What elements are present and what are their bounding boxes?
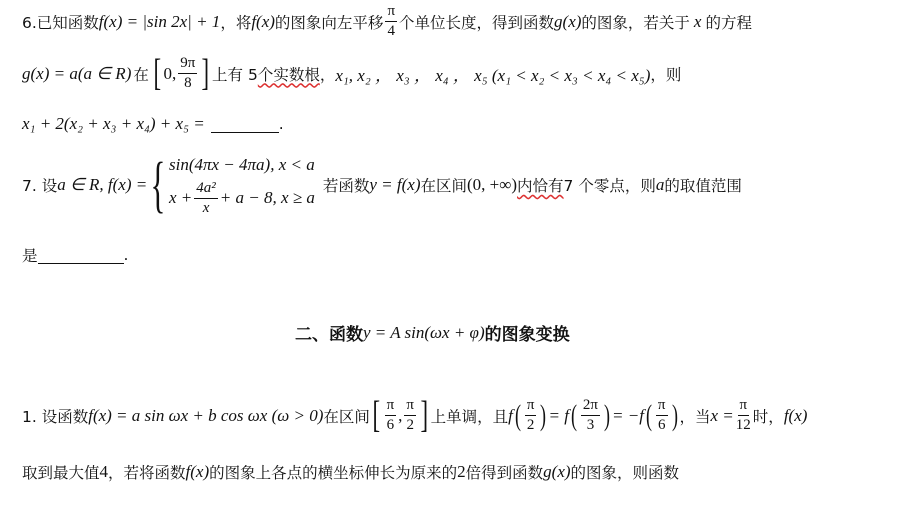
- p7-text-b: 若函数: [322, 177, 370, 195]
- fraction-numerator: π: [404, 398, 416, 416]
- paren-close: ): [540, 399, 547, 432]
- p1-function-f: f(x) = a sin ωx + b cos ωx (ω > 0): [88, 405, 324, 425]
- answer-blank: [38, 247, 124, 264]
- period: .: [278, 115, 284, 133]
- fraction-denominator: 6: [386, 417, 395, 433]
- section-heading-a: 二、函数: [295, 325, 363, 345]
- fraction-denominator: 2: [526, 417, 535, 433]
- p6-text-g: 的方程: [705, 13, 752, 32]
- p1-f-symbol: f: [508, 405, 513, 425]
- problem-7-line-2: [22, 244, 128, 266]
- left-brace: {: [150, 151, 166, 219]
- p6-shift-fraction: [385, 4, 397, 39]
- fraction-denominator: 12: [735, 417, 751, 433]
- paren-close: ): [604, 399, 610, 432]
- paren-close: ): [671, 399, 678, 432]
- p1-text-c: 上单调，且: [430, 407, 509, 426]
- interval-comma: ,: [398, 405, 403, 425]
- p1-x-eq: x =: [710, 405, 734, 425]
- p1-gx: g(x): [543, 462, 571, 481]
- p7-condition: a ∈ R, f(x) =: [57, 175, 148, 194]
- p1-text-a: 1. 设函数: [22, 407, 89, 426]
- p1-fx: f(x): [783, 405, 808, 425]
- paren-open: (: [645, 399, 652, 432]
- fraction-numerator: 9π: [178, 56, 197, 74]
- problem-1-line-1: [22, 394, 808, 437]
- interval-fraction-right: [404, 398, 416, 433]
- fraction-numerator: π: [385, 4, 397, 22]
- p7-wavy-text: 内恰有: [517, 177, 564, 195]
- p1-fx: f(x): [185, 462, 210, 481]
- p6-text-c: 的图象向左平移: [274, 13, 384, 32]
- p6-text-d: 个单位长度，得到函数: [399, 13, 555, 32]
- p7-text-c: 在区间: [420, 177, 467, 195]
- p6-expression: x₁ + 2(x₂ + x₃ + x₄) + x₅ =: [22, 114, 205, 133]
- section-formula: y = A sin(ωx + φ): [363, 322, 485, 342]
- piecewise-case-1: sin(4πx − 4πa), x < a: [169, 154, 315, 174]
- fraction-numerator: π: [738, 398, 750, 416]
- p6-gx: g(x): [554, 11, 582, 31]
- paren-open: (: [570, 399, 577, 432]
- fraction-denominator: 3: [586, 417, 595, 433]
- problem-1-line-2: [22, 461, 679, 483]
- fraction-denominator: 4: [387, 23, 395, 39]
- problem-6-line-2: [22, 52, 682, 95]
- problem-7-line-1: [22, 151, 742, 219]
- p7-text-is: 是: [22, 247, 38, 265]
- p1-text-then: 的图象，则函数: [570, 464, 680, 482]
- paren-open: (: [514, 399, 521, 432]
- p6-text-at: 在: [133, 65, 149, 84]
- p7-text-d: 7 个零点，则: [563, 177, 656, 195]
- p6-equation: g(x) = a(a ∈ R): [22, 63, 132, 83]
- p6-interval-fraction: [178, 56, 197, 91]
- p7-text-a: 7. 设: [22, 177, 58, 195]
- p1-four: 4: [99, 462, 109, 481]
- interval-zero: 0,: [163, 63, 177, 83]
- fraction-numerator: π: [525, 398, 537, 416]
- p6-x: x: [693, 11, 702, 31]
- p1-text-times: 倍得到函数: [465, 464, 544, 482]
- period: .: [123, 246, 129, 264]
- fraction-numerator: π: [656, 398, 668, 416]
- right-bracket: ]: [201, 52, 210, 95]
- right-bracket: ]: [420, 394, 429, 437]
- p1-text-if: ，若将函数: [108, 464, 186, 482]
- x-fraction: [736, 398, 751, 433]
- fraction-numerator: 2π: [581, 398, 600, 416]
- p1-text-d: ，当: [679, 407, 711, 426]
- p6-fx: f(x): [251, 11, 275, 31]
- p6-text-then: ，则: [650, 65, 682, 84]
- piecewise-case-2: [169, 181, 315, 216]
- case2-post: + a − 8, x ≥ a: [219, 188, 315, 207]
- p6-roots: x₁, x₂ ， x₃ ， x₄ ， x₅ (x₁ < x₂ < x₃ < x₄ < x₅): [335, 66, 651, 85]
- section-heading: [295, 320, 570, 345]
- fraction-denominator: 6: [657, 417, 666, 433]
- p6-text-a: 6.已知函数: [22, 13, 99, 32]
- piecewise-rows: [169, 155, 315, 216]
- answer-blank: [211, 116, 279, 133]
- fraction-numerator: 4a²: [194, 181, 218, 199]
- fraction-denominator: x: [202, 199, 210, 216]
- p6-text-b: ，将: [220, 13, 252, 32]
- section-heading-b: 的图象变换: [484, 325, 570, 345]
- p1-text-stretch: 的图象上各点的横坐标伸长为原来的: [209, 464, 458, 482]
- problem-6-line-3: [22, 114, 284, 134]
- left-bracket: [: [153, 52, 161, 95]
- p6-text-has: 上有 5: [212, 65, 258, 84]
- piecewise-function: [147, 151, 315, 219]
- interval-fraction-left: [385, 398, 397, 433]
- fraction-denominator: 8: [184, 75, 192, 91]
- arg-fraction-1: [525, 398, 537, 433]
- p1-text-b: 在区间: [323, 407, 370, 426]
- case2-fraction: [194, 181, 218, 216]
- p6-wavy-text: 个实数根: [257, 65, 320, 84]
- left-bracket: [: [372, 394, 381, 437]
- p7-interval: (0, +∞): [467, 175, 518, 194]
- arg-fraction-3: [656, 398, 668, 433]
- p1-eq-f: = f: [548, 405, 569, 425]
- arg-fraction-2: [581, 398, 600, 433]
- p7-text-e: 的取值范围: [664, 177, 742, 195]
- p7-y: y = f(x): [369, 175, 421, 194]
- p1-text-max: 取到最大值: [22, 464, 100, 482]
- p1-text-e: 时，: [752, 407, 784, 426]
- p6-text-e: 的图象，若关于: [581, 13, 690, 32]
- fraction-numerator: π: [385, 398, 397, 416]
- p6-function-f: f(x) = |sin 2x| + 1: [98, 11, 221, 31]
- p1-eq-neg-f: = −f: [612, 405, 644, 425]
- p6-text-comma: ，: [319, 65, 336, 84]
- p1-two: 2: [457, 462, 466, 481]
- case2-pre: x +: [169, 188, 193, 207]
- p7-a: a: [655, 175, 665, 194]
- fraction-denominator: 2: [406, 417, 414, 433]
- problem-6-line-1: [22, 4, 752, 39]
